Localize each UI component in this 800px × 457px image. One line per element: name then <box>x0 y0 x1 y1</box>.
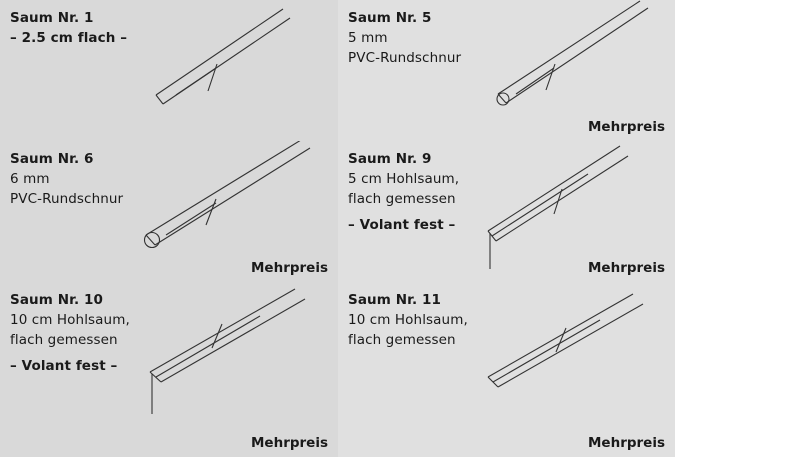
cell-line: 5 cm Hohlsaum, <box>348 171 460 187</box>
surcharge-label: Mehrpreis <box>588 260 665 276</box>
surcharge-label: Mehrpreis <box>588 435 665 451</box>
cell-line: PVC-Rundschnur <box>10 191 124 207</box>
cell-saum-1 <box>0 0 338 141</box>
cell-line: PVC-Rundschnur <box>348 50 462 66</box>
page-margin <box>675 0 800 457</box>
surcharge-label: Mehrpreis <box>251 435 328 451</box>
surcharge-label: Mehrpreis <box>251 260 328 276</box>
cell-line: – Volant fest – <box>348 217 456 233</box>
cell-saum-11 <box>338 282 675 457</box>
surcharge-label: Mehrpreis <box>588 119 665 135</box>
cell-saum-10 <box>0 282 338 457</box>
cell-saum-5 <box>338 0 675 141</box>
cell-line: flach gemessen <box>348 332 456 348</box>
cell-line: 10 cm Hohlsaum, <box>10 312 130 328</box>
cell-title: Saum Nr. 6 <box>10 151 94 167</box>
cell-line: – 2.5 cm flach – <box>10 30 128 46</box>
cell-line: 10 cm Hohlsaum, <box>348 312 468 328</box>
cell-saum-6 <box>0 141 338 282</box>
cell-line: flach gemessen <box>348 191 456 207</box>
cell-line: 5 mm <box>348 30 388 46</box>
cell-line: 6 mm <box>10 171 50 187</box>
cell-line: flach gemessen <box>10 332 118 348</box>
cell-title: Saum Nr. 5 <box>348 10 432 26</box>
cell-title: Saum Nr. 1 <box>10 10 94 26</box>
cell-title: Saum Nr. 9 <box>348 151 432 167</box>
cell-title: Saum Nr. 11 <box>348 292 441 308</box>
cell-saum-9 <box>338 141 675 282</box>
cell-title: Saum Nr. 10 <box>10 292 103 308</box>
cell-line: – Volant fest – <box>10 358 118 374</box>
